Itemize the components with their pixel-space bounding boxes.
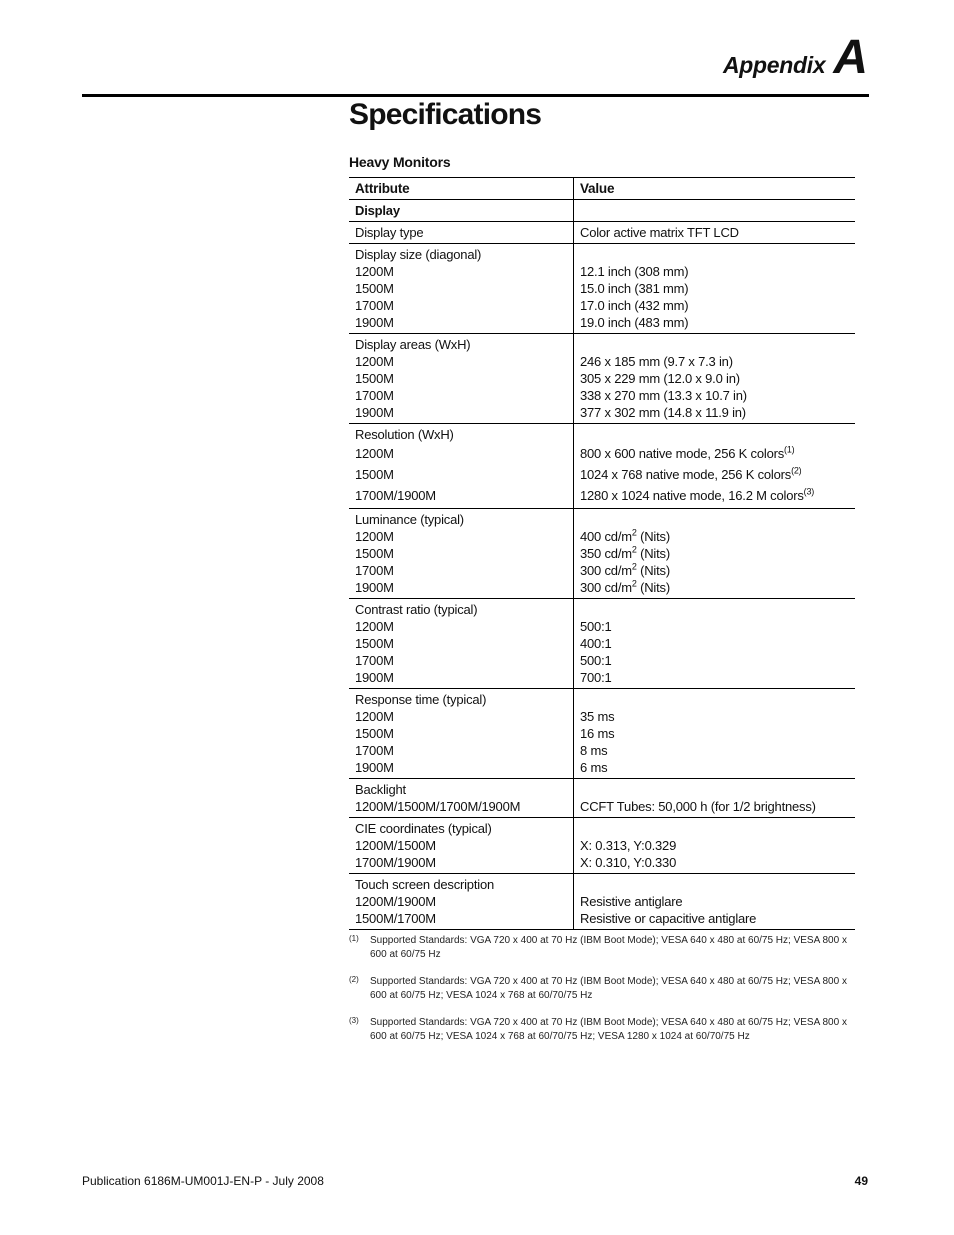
value-line	[580, 579, 849, 596]
table-row	[349, 599, 855, 689]
value-line	[580, 353, 849, 370]
value-cell	[574, 689, 856, 779]
attribute-line: Display areas (WxH)	[355, 337, 471, 352]
value-text: 377 x 302 mm (14.8 x 11.9 in)	[580, 405, 746, 420]
superscript: 2	[631, 527, 637, 538]
attribute-line: 1500M	[355, 281, 394, 296]
superscript: (2)	[791, 465, 802, 476]
attribute-line: Resolution (WxH)	[355, 427, 454, 442]
footnote-marker: (2)	[349, 975, 359, 984]
value-text: 338 x 270 mm (13.3 x 10.7 in)	[580, 388, 747, 403]
value-line	[580, 545, 849, 562]
value-line	[580, 528, 849, 545]
value-line	[580, 691, 849, 708]
attribute-line: 1700M	[355, 388, 394, 403]
value-line	[580, 601, 849, 618]
table-row	[349, 424, 855, 509]
attribute-line: 1200M/1500M	[355, 838, 436, 853]
value-line	[580, 910, 849, 927]
footnote	[349, 934, 855, 962]
attribute-cell	[349, 334, 574, 424]
value-cell	[574, 222, 856, 244]
attribute-line: 1200M	[355, 529, 394, 544]
value-line	[580, 669, 849, 686]
table-row	[349, 244, 855, 334]
value-cell	[574, 424, 856, 509]
column-header-value: Value	[574, 178, 856, 200]
value-line	[580, 635, 849, 652]
value-unit: (Nits)	[636, 563, 670, 578]
attribute-line: 1900M	[355, 315, 394, 330]
footnote-text: Supported Standards: VGA 720 x 400 at 70 Hz (IBM Boot Mode); VESA 640 x 480 at 60/75 Hz; VESA 800 x 600 at 60/75 Hz; VESA 1024 x 768 at 60/70/75 Hz	[370, 976, 847, 1001]
table-row	[349, 509, 855, 599]
attribute-line: 1200M	[355, 446, 394, 461]
value-cell	[574, 779, 856, 818]
footnote-marker: (1)	[349, 934, 359, 943]
value-text: 35 ms	[580, 709, 615, 724]
attribute-line: 1200M	[355, 354, 394, 369]
value-text: 500:1	[580, 619, 612, 634]
value-line	[580, 404, 849, 421]
value-text: 300 cd/m	[580, 563, 632, 578]
attribute-line: 1500M/1700M	[355, 911, 436, 926]
superscript: (1)	[784, 444, 795, 455]
value-cell	[574, 599, 856, 689]
value-line	[580, 464, 849, 485]
value-line	[580, 618, 849, 635]
value-line	[580, 387, 849, 404]
value-text: 12.1 inch (308 mm)	[580, 264, 689, 279]
attribute-line: 1700M	[355, 743, 394, 758]
attribute-cell	[349, 244, 574, 334]
specifications-table	[349, 177, 855, 930]
value-cell	[574, 244, 856, 334]
attribute-line: Response time (typical)	[355, 692, 487, 707]
attribute-cell	[349, 874, 574, 930]
value-text: X: 0.313, Y:0.329	[580, 838, 677, 853]
value-line	[580, 759, 849, 776]
attribute-cell	[349, 222, 574, 244]
page-title: Specifications	[349, 98, 542, 131]
value-line	[580, 837, 849, 854]
value-line	[580, 893, 849, 910]
attribute-line: 1900M	[355, 760, 394, 775]
attribute-line: 1500M	[355, 546, 394, 561]
attribute-line: 1200M/1900M	[355, 894, 436, 909]
footnote	[349, 1016, 855, 1044]
value-line	[580, 280, 849, 297]
attribute-line: CIE coordinates (typical)	[355, 821, 492, 836]
column-header-attribute: Attribute	[349, 178, 574, 200]
value-text: 19.0 inch (483 mm)	[580, 315, 689, 330]
attribute-line: Touch screen description	[355, 877, 494, 892]
value-line	[580, 876, 849, 893]
value-line	[580, 725, 849, 742]
value-text: Color active matrix TFT LCD	[580, 225, 739, 240]
value-text: CCFT Tubes: 50,000 h (for 1/2 brightness)	[580, 799, 816, 814]
value-text: 16 ms	[580, 726, 615, 741]
attribute-line: 1900M	[355, 670, 394, 685]
value-cell	[574, 509, 856, 599]
value-text: Resistive antiglare	[580, 894, 683, 909]
attribute-line: 1200M	[355, 619, 394, 634]
superscript: 2	[631, 561, 637, 572]
value-line	[580, 820, 849, 837]
attribute-line: 1500M	[355, 726, 394, 741]
value-unit: (Nits)	[636, 529, 670, 544]
attribute-line: 1500M	[355, 371, 394, 386]
value-cell	[574, 874, 856, 930]
attribute-line: 1200M	[355, 709, 394, 724]
value-text: 400:1	[580, 636, 612, 651]
footnote-text: Supported Standards: VGA 720 x 400 at 70 Hz (IBM Boot Mode); VESA 640 x 480 at 60/75 Hz; VESA 800 x 600 at 60/75 Hz	[370, 935, 847, 960]
attribute-line: 1700M	[355, 298, 394, 313]
value-line	[580, 246, 849, 263]
value-line	[580, 297, 849, 314]
value-text: 8 ms	[580, 743, 608, 758]
value-line	[580, 511, 849, 528]
value-cell	[574, 818, 856, 874]
attribute-line: 1200M	[355, 264, 394, 279]
table-body	[349, 200, 855, 930]
attribute-line: Contrast ratio (typical)	[355, 602, 478, 617]
attribute-line: 1500M	[355, 467, 394, 482]
table-row	[349, 818, 855, 874]
attribute-line: Luminance (typical)	[355, 512, 464, 527]
appendix-header	[722, 31, 868, 84]
superscript: 2	[631, 578, 637, 589]
value-unit: (Nits)	[636, 580, 670, 595]
value-line	[580, 485, 849, 506]
footnotes	[349, 934, 855, 1057]
superscript: (3)	[803, 486, 815, 497]
attribute-line: 1700M/1900M	[355, 855, 436, 870]
footnote-marker: (3)	[349, 1016, 359, 1025]
attribute-line: 1700M	[355, 653, 394, 668]
value-text: 305 x 229 mm (12.0 x 9.0 in)	[580, 371, 740, 386]
attribute-cell	[349, 818, 574, 874]
section-label: Display	[349, 200, 574, 222]
footnote-text: Supported Standards: VGA 720 x 400 at 70 Hz (IBM Boot Mode); VESA 640 x 480 at 60/75 Hz; VESA 800 x 600 at 60/75 Hz; VESA 1024 x 768 at 60/70/75 Hz; VESA 1280 x 1024 at 60/70/75 Hz	[370, 1017, 847, 1042]
attribute-cell	[349, 424, 574, 509]
value-text: 17.0 inch (432 mm)	[580, 298, 689, 313]
value-text: 300 cd/m	[580, 580, 632, 595]
table-row	[349, 874, 855, 930]
section-row	[349, 200, 855, 222]
value-text: 350 cd/m	[580, 546, 632, 561]
attribute-line: 1700M/1900M	[355, 488, 436, 503]
table-row	[349, 689, 855, 779]
table-header-row	[349, 178, 855, 200]
attribute-line: 1900M	[355, 405, 394, 420]
value-line	[580, 781, 849, 798]
value-line	[580, 652, 849, 669]
value-line	[580, 708, 849, 725]
attribute-line: 1500M	[355, 636, 394, 651]
value-text: Resistive or capacitive antiglare	[580, 911, 757, 926]
value-text: 500:1	[580, 653, 612, 668]
value-line	[580, 426, 849, 443]
table-row	[349, 779, 855, 818]
appendix-letter: A	[833, 31, 868, 84]
value-text: 800 x 600 native mode, 256 K colors	[580, 446, 785, 461]
value-line	[580, 742, 849, 759]
attribute-line: Backlight	[355, 782, 406, 797]
value-text: 400 cd/m	[580, 529, 632, 544]
value-text: X: 0.310, Y:0.330	[580, 855, 677, 870]
table-title: Heavy Monitors	[349, 154, 451, 170]
appendix-label: Appendix	[722, 52, 826, 78]
value-text: 1280 x 1024 native mode, 16.2 M colors	[580, 488, 804, 503]
attribute-line: 1200M/1500M/1700M/1900M	[355, 799, 521, 814]
value-text: 1024 x 768 native mode, 256 K colors	[580, 467, 792, 482]
attribute-cell	[349, 689, 574, 779]
attribute-cell	[349, 599, 574, 689]
attribute-cell	[349, 509, 574, 599]
value-line	[580, 224, 849, 241]
value-line	[580, 263, 849, 280]
value-line	[580, 562, 849, 579]
page-footer	[82, 1174, 868, 1188]
publication-info: Publication 6186M-UM001J-EN-P - July 2008	[82, 1174, 324, 1188]
value-cell	[574, 334, 856, 424]
value-text: 700:1	[580, 670, 612, 685]
page-number: 49	[854, 1174, 868, 1188]
value-line	[580, 314, 849, 331]
value-line	[580, 336, 849, 353]
superscript: 2	[631, 544, 637, 555]
value-line	[580, 798, 849, 815]
attribute-line: 1700M	[355, 563, 394, 578]
table-row	[349, 222, 855, 244]
value-text: 15.0 inch (381 mm)	[580, 281, 689, 296]
footnote	[349, 975, 855, 1003]
attribute-line: 1900M	[355, 580, 394, 595]
value-line	[580, 854, 849, 871]
attribute-cell	[349, 779, 574, 818]
value-unit: (Nits)	[636, 546, 670, 561]
section-empty-cell	[574, 200, 856, 222]
table-row	[349, 334, 855, 424]
attribute-line: Display size (diagonal)	[355, 247, 482, 262]
value-text: 246 x 185 mm (9.7 x 7.3 in)	[580, 354, 733, 369]
attribute-line: Display type	[355, 225, 424, 240]
value-line	[580, 443, 849, 464]
value-line	[580, 370, 849, 387]
header-rule	[82, 94, 869, 97]
value-text: 6 ms	[580, 760, 608, 775]
